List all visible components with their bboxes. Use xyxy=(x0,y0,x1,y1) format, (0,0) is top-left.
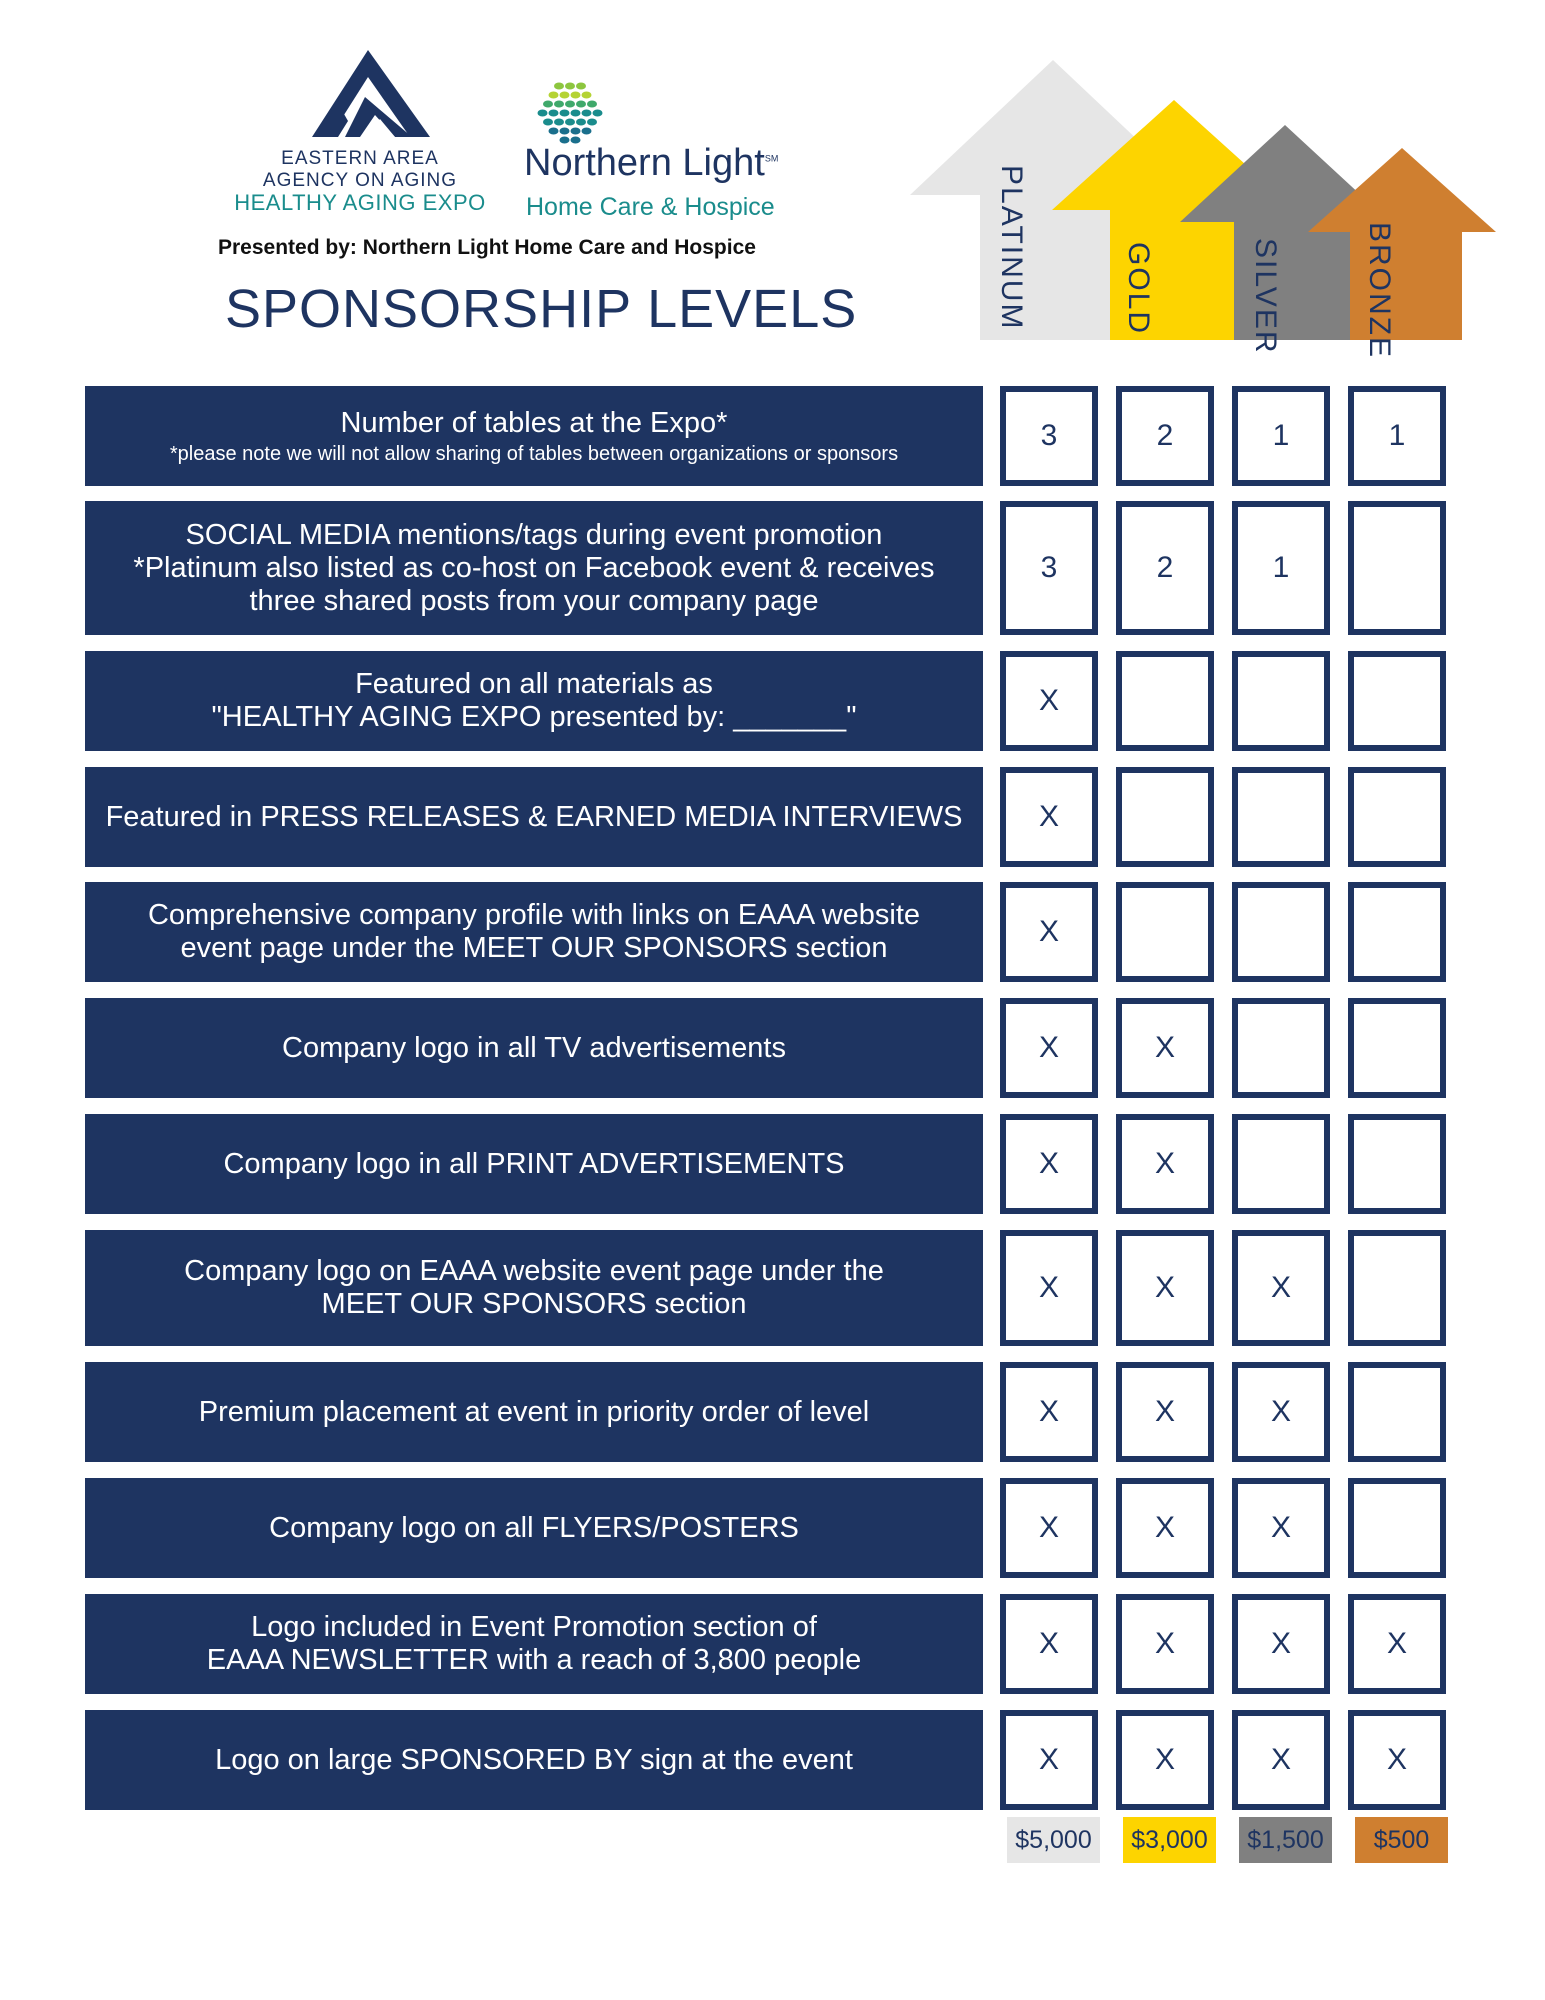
row-label-line: Logo on large SPONSORED BY sign at the event xyxy=(215,1743,853,1776)
eaaa-wordmark xyxy=(220,148,500,214)
level-cell-silver xyxy=(1232,998,1330,1098)
level-cell-silver xyxy=(1232,767,1330,867)
row-label-line: event page under the MEET OUR SPONSORS section xyxy=(180,932,888,964)
northern-light-name xyxy=(524,142,778,185)
row-label-line: Company logo in all TV advertisements xyxy=(282,1031,786,1064)
level-cell-bronze xyxy=(1348,1114,1446,1214)
page-title: SPONSORSHIP LEVELS xyxy=(225,279,858,339)
pinecone-scale xyxy=(571,92,581,99)
pinecone-scale xyxy=(560,110,570,117)
pinecone-scale xyxy=(571,128,581,135)
service-mark: SM xyxy=(764,153,779,164)
price-gold: $3,000 xyxy=(1123,1817,1216,1863)
row-label-line: "HEALTHY AGING EXPO presented by: _______" xyxy=(211,701,857,733)
table-row-label xyxy=(85,767,983,867)
pinecone-scale xyxy=(538,110,548,117)
level-label-platinum: PLATINUM xyxy=(995,165,1028,331)
level-cell-bronze xyxy=(1348,882,1446,982)
pinecone-scale xyxy=(543,119,553,126)
pinecone-scale xyxy=(593,110,603,117)
level-cell-bronze xyxy=(1348,501,1446,635)
northern-light-wordmark: Northern Light xyxy=(524,142,765,184)
level-cell-silver: 1 xyxy=(1232,501,1330,635)
price-platinum: $5,000 xyxy=(1007,1817,1100,1863)
level-cell-silver xyxy=(1232,1114,1330,1214)
pinecone-scale xyxy=(549,128,559,135)
level-cell-gold: 2 xyxy=(1116,501,1214,635)
price-bronze: $500 xyxy=(1355,1817,1448,1863)
pinecone-scale xyxy=(565,83,575,90)
level-cell-platinum: X xyxy=(1000,1478,1098,1578)
pinecone-scale xyxy=(554,83,564,90)
level-cell-bronze xyxy=(1348,1478,1446,1578)
level-cell-gold: X xyxy=(1116,998,1214,1098)
pinecone-scale xyxy=(576,83,586,90)
level-cell-platinum: X xyxy=(1000,1710,1098,1810)
level-cell-bronze: X xyxy=(1348,1710,1446,1810)
row-label-line: *Platinum also listed as co-host on Facebook event & receives xyxy=(133,551,935,584)
level-cell-silver xyxy=(1232,882,1330,982)
pinecone-scale xyxy=(587,101,597,108)
level-cell-silver: X xyxy=(1232,1230,1330,1346)
level-cell-gold: X xyxy=(1116,1362,1214,1462)
presented-by: Presented by: Northern Light Home Care and Hospice xyxy=(218,236,756,259)
pinecone-scale xyxy=(582,128,592,135)
eaaa-logo-icon xyxy=(230,45,490,145)
level-cell-gold: X xyxy=(1116,1710,1214,1810)
row-label-note: *please note we will not allow sharing of tables between organizations or sponsors xyxy=(169,442,899,465)
table-row-label xyxy=(85,1710,983,1810)
eaaa-expo-line: HEALTHY AGING EXPO xyxy=(234,190,486,215)
row-label-line: Company logo on EAAA website event page under the xyxy=(184,1255,884,1287)
table-row-label xyxy=(85,1594,983,1694)
pinecone-scale xyxy=(582,110,592,117)
row-label-line: Company logo on all FLYERS/POSTERS xyxy=(269,1511,799,1544)
level-cell-silver xyxy=(1232,651,1330,751)
pinecone-logo-icon xyxy=(530,80,610,150)
table-row-label xyxy=(85,386,983,486)
pinecone-scale xyxy=(582,92,592,99)
row-label-line: Featured in PRESS RELEASES & EARNED MEDIA INTERVIEWS xyxy=(105,800,963,833)
level-cell-bronze: 1 xyxy=(1348,386,1446,486)
level-cell-silver: 1 xyxy=(1232,386,1330,486)
level-cell-platinum: 3 xyxy=(1000,501,1098,635)
table-row-label xyxy=(85,651,983,751)
level-cell-bronze xyxy=(1348,998,1446,1098)
pinecone-scale xyxy=(576,101,586,108)
level-cell-platinum: X xyxy=(1000,1594,1098,1694)
row-label-line: three shared posts from your company page xyxy=(249,584,819,617)
level-cell-gold xyxy=(1116,882,1214,982)
row-label-line: Comprehensive company profile with links on EAAA website xyxy=(147,899,921,931)
pinecone-scale xyxy=(565,119,575,126)
row-label-line: Company logo in all PRINT ADVERTISEMENTS xyxy=(223,1147,845,1180)
level-cell-platinum: X xyxy=(1000,651,1098,751)
level-cell-bronze xyxy=(1348,1230,1446,1346)
level-cell-gold: X xyxy=(1116,1230,1214,1346)
row-label-line: Featured on all materials as xyxy=(355,668,713,700)
level-cell-bronze xyxy=(1348,767,1446,867)
row-label-line: SOCIAL MEDIA mentions/tags during event promotion xyxy=(185,518,883,551)
northern-light-subtitle: Home Care & Hospice xyxy=(526,193,775,221)
level-cell-platinum: X xyxy=(1000,767,1098,867)
level-cell-silver: X xyxy=(1232,1710,1330,1810)
level-cell-gold: X xyxy=(1116,1114,1214,1214)
table-row-label xyxy=(85,882,983,982)
level-label-bronze: BRONZE xyxy=(1363,222,1396,360)
pinecone-scale xyxy=(560,92,570,99)
row-label-line: Premium placement at event in priority order of level xyxy=(198,1395,870,1428)
pinecone-scale xyxy=(560,128,570,135)
pinecone-scale xyxy=(554,119,564,126)
eaaa-line-1: EASTERN AREA xyxy=(281,148,439,169)
pinecone-scale xyxy=(565,101,575,108)
table-row-label xyxy=(85,1114,983,1214)
level-cell-platinum: X xyxy=(1000,1230,1098,1346)
row-label-line: Number of tables at the Expo* xyxy=(340,406,728,439)
level-cell-gold xyxy=(1116,767,1214,867)
level-cell-bronze xyxy=(1348,651,1446,751)
level-cell-bronze: X xyxy=(1348,1594,1446,1694)
level-cell-silver: X xyxy=(1232,1594,1330,1694)
level-cell-gold xyxy=(1116,651,1214,751)
pinecone-scale xyxy=(543,101,553,108)
table-row-label xyxy=(85,998,983,1098)
level-cell-bronze xyxy=(1348,1362,1446,1462)
row-label-line: MEET OUR SPONSORS section xyxy=(321,1288,747,1320)
table-row-label xyxy=(85,1230,983,1346)
level-cell-platinum: X xyxy=(1000,998,1098,1098)
row-label-line: EAAA NEWSLETTER with a reach of 3,800 people xyxy=(206,1644,862,1676)
pinecone-scale xyxy=(549,92,559,99)
pinecone-scale xyxy=(549,110,559,117)
level-cell-platinum: 3 xyxy=(1000,386,1098,486)
pinecone-scale xyxy=(587,119,597,126)
table-row-label xyxy=(85,1478,983,1578)
eaaa-line-2: AGENCY ON AGING xyxy=(262,170,458,191)
level-cell-gold: 2 xyxy=(1116,386,1214,486)
level-cell-gold: X xyxy=(1116,1594,1214,1694)
level-cell-platinum: X xyxy=(1000,1362,1098,1462)
pinecone-scale xyxy=(576,119,586,126)
level-cell-silver: X xyxy=(1232,1478,1330,1578)
table-row-label xyxy=(85,1362,983,1462)
level-label-silver: SILVER xyxy=(1249,238,1282,355)
table-row-label xyxy=(85,501,983,635)
price-silver: $1,500 xyxy=(1239,1817,1332,1863)
level-label-gold: GOLD xyxy=(1122,242,1155,336)
row-label-line: Logo included in Event Promotion section of xyxy=(251,1611,817,1643)
pinecone-scale xyxy=(554,101,564,108)
level-cell-platinum: X xyxy=(1000,882,1098,982)
level-cell-platinum: X xyxy=(1000,1114,1098,1214)
level-cell-silver: X xyxy=(1232,1362,1330,1462)
level-cell-gold: X xyxy=(1116,1478,1214,1578)
pinecone-scale xyxy=(571,110,581,117)
